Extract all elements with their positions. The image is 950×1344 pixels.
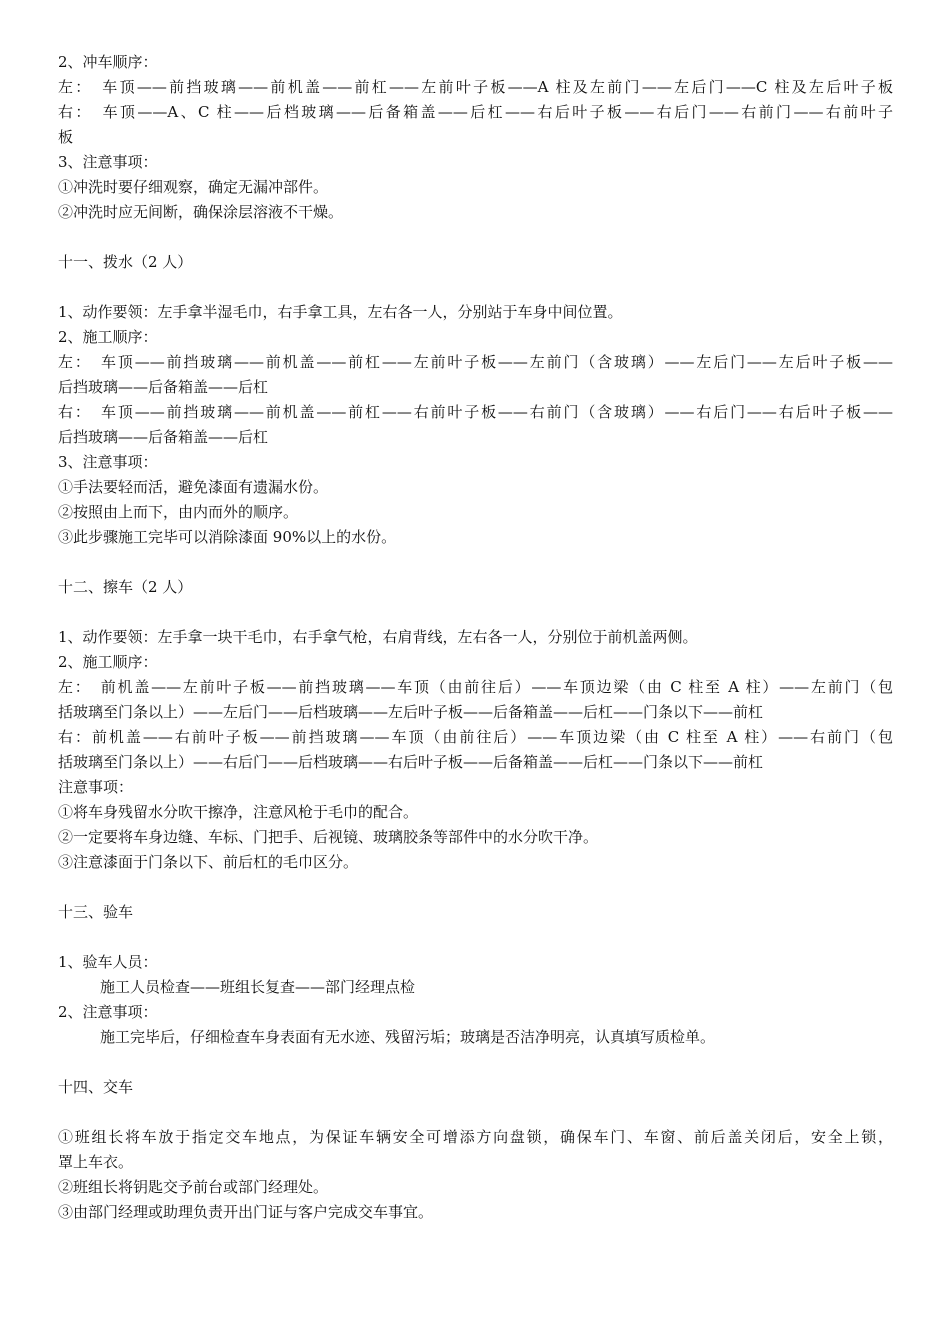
wipe-note-1: ①将车身残留水分吹干擦净，注意风枪于毛巾的配合。 [58, 803, 419, 821]
rinse-note-2: ②冲洗时应无间断，确保涂层溶液不干燥。 [58, 203, 344, 221]
section-13-heading: 十三、验车 [58, 903, 134, 921]
section-10-item-3-heading: 3、注意事项： [58, 153, 158, 171]
delivery-note-1: ①班组长将车放于指定交车地点，为保证车辆安全可增添方向盘锁，确保车门、车窗、前后盖关闭后，安全上锁， [58, 1128, 893, 1146]
inspection-note: 施工完毕后，仔细检查车身表面有无水迹、残留污垢；玻璃是否洁净明亮，认真填写质检单。 [100, 1028, 716, 1046]
section-14-heading: 十四、交车 [58, 1078, 134, 1096]
section-12-item-1: 1、动作要领：左手拿一块干毛巾，右手拿气枪，右肩背线，左右各一人，分别位于前机盖两侧。 [58, 628, 698, 646]
section-11-item-1: 1、动作要领：左手拿半湿毛巾，右手拿工具，左右各一人，分别站于车身中间位置。 [58, 303, 623, 321]
wipe-note-2: ②一定要将车身边缝、车标、门把手、后视镜、玻璃胶条等部件中的水分吹干净。 [58, 828, 599, 846]
wipe-note-3: ③注意漆面于门条以下、前后杠的毛巾区分。 [58, 853, 359, 871]
rinse-order-right-cont: 板 [58, 128, 74, 146]
section-10-item-2-heading: 2、冲车顺序： [58, 53, 158, 71]
water-order-left: 左： 车顶——前挡玻璃——前机盖——前杠——左前叶子板——左前门（含玻璃）——左后门——左后叶子板—— [58, 353, 893, 371]
water-note-3: ③此步骤施工完毕可以消除漆面 90%以上的水份。 [58, 528, 397, 546]
delivery-note-2: ②班组长将钥匙交予前台或部门经理处。 [58, 1178, 329, 1196]
water-note-1: ①手法要轻而活，避免漆面有遗漏水份。 [58, 478, 329, 496]
section-12-heading: 十二、擦车（2 人） [58, 578, 193, 596]
section-13-item-1-heading: 1、验车人员： [58, 953, 158, 971]
water-order-right-cont: 后挡玻璃——后备箱盖——后杠 [58, 428, 269, 446]
rinse-note-1: ①冲洗时要仔细观察，确定无漏冲部件。 [58, 178, 329, 196]
section-12-notes-heading: 注意事项： [58, 778, 134, 796]
delivery-note-1-cont: 罩上车衣。 [58, 1153, 134, 1171]
water-note-2: ②按照由上而下，由内而外的顺序。 [58, 503, 299, 521]
inspection-personnel: 施工人员检查——班组长复查——部门经理点检 [100, 978, 416, 996]
wipe-order-left: 左： 前机盖——左前叶子板——前挡玻璃——车顶（由前往后）——车顶边梁（由 C 柱至 A 柱）——左前门（包 [58, 678, 893, 696]
section-11-item-2-heading: 2、施工顺序： [58, 328, 158, 346]
delivery-note-3: ③由部门经理或助理负责开出门证与客户完成交车事宜。 [58, 1203, 434, 1221]
section-11-item-3-heading: 3、注意事项： [58, 453, 158, 471]
wipe-order-right: 右：前机盖——右前叶子板——前挡玻璃——车顶（由前往后）——车顶边梁（由 C 柱至 A 柱）——右前门（包 [58, 728, 893, 746]
wipe-order-left-cont: 括玻璃至门条以上）——左后门——后档玻璃——左后叶子板——后备箱盖——后杠——门条以下——前杠 [58, 703, 764, 721]
section-11-heading: 十一、拨水（2 人） [58, 253, 193, 271]
section-12-item-2-heading: 2、施工顺序： [58, 653, 158, 671]
section-13-item-2-heading: 2、注意事项： [58, 1003, 158, 1021]
wipe-order-right-cont: 括玻璃至门条以上）——右后门——后档玻璃——右后叶子板——后备箱盖——后杠——门条以下——前杠 [58, 753, 764, 771]
water-order-right: 右： 车顶——前挡玻璃——前机盖——前杠——右前叶子板——右前门（含玻璃）——右后门——右后叶子板—— [58, 403, 893, 421]
rinse-order-right: 右： 车顶——A、C 柱——后档玻璃——后备箱盖——后杠——右后叶子板——右后门——右前门——右前叶子 [58, 103, 893, 121]
rinse-order-left: 左： 车顶——前挡玻璃——前机盖——前杠——左前叶子板——A 柱及左前门——左后门——C 柱及左后叶子板 [58, 78, 893, 96]
water-order-left-cont: 后挡玻璃——后备箱盖——后杠 [58, 378, 269, 396]
